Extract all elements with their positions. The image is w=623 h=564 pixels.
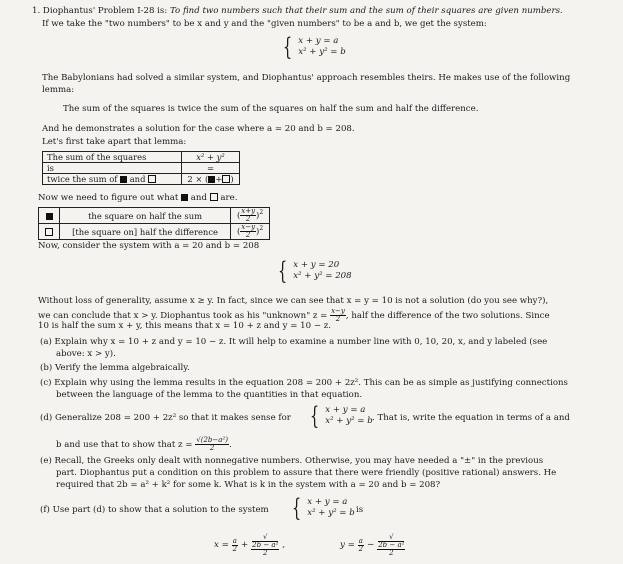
table-row <box>43 163 240 174</box>
fraction: $\frac{a}{2}$ <box>232 537 238 553</box>
item-e-line-1: (e) Recall, the Greeks only dealt with nonnegative numbers. Otherwise, you may have needed a "±" in the previous <box>40 456 544 466</box>
left-brace: { <box>310 402 320 430</box>
table-cell: the square on half the sum <box>60 208 231 224</box>
system-specific-eq2: x² + y² = 208 <box>293 271 352 281</box>
table-cell <box>39 208 60 224</box>
item-a-line-1: (a) Explain why x = 10 + z and y = 10 − z. It will help to examine a number line with 0, 10, 20, x, and y labeled (see <box>40 337 548 347</box>
item-a-line-2: above: x > y). <box>56 349 116 359</box>
item-c-line-2: between the language of the lemma to the quantities in that equation. <box>56 390 363 400</box>
system-f <box>289 496 355 520</box>
babylon-line-2: lemma: <box>42 85 75 95</box>
table-cell: = <box>182 163 240 174</box>
line-text: Now we need to figure out what <box>38 193 179 203</box>
line-text: (d) Generalize 208 = 200 + 2z² so that it makes sense for <box>40 413 291 423</box>
line-text: are. <box>220 193 238 203</box>
square-table <box>38 207 270 240</box>
table-cell: [the square on] half the difference <box>60 224 231 240</box>
table-row <box>43 174 240 185</box>
babylon-line-1: The Babylonians had solved a similar system, and Diophantus' approach resembles theirs. He makes use of the following <box>42 73 571 83</box>
fraction: $\frac{\text{√(2b−a²)}}{2}$ <box>196 436 228 452</box>
item-d-line-1b: . That is, write the equation in terms of a and <box>372 413 570 423</box>
item-d-line-2 <box>56 437 232 452</box>
fraction: √ 2b − a² 2 <box>378 533 405 557</box>
left-brace: { <box>292 494 302 522</box>
white-square-icon <box>45 228 53 236</box>
figure-out-line <box>38 193 237 204</box>
problem-heading <box>32 6 563 17</box>
lemma-table <box>42 151 240 185</box>
item-e-line-2: part. Diophantus put a condition on this problem to assure that there were friendly (positive rational) answers. He <box>56 468 557 478</box>
fraction: $\frac{a}{2}$ <box>358 537 364 553</box>
left-brace: { <box>283 33 293 61</box>
system-general-eq2: x² + y² = b <box>298 47 346 57</box>
cell-text: 2 × ( <box>187 174 209 184</box>
system-f-eq1: x + y = a <box>307 497 348 508</box>
item-c-line-1: (c) Explain why using the lemma results in the equation 208 = 200 + 2z². This can be as simple as justifying connections <box>40 378 568 388</box>
table-cell <box>39 224 60 240</box>
table-row <box>39 224 270 240</box>
item-f-is: is <box>356 505 364 515</box>
cell-text: and <box>129 174 146 184</box>
minus-sign: − <box>366 540 375 550</box>
table-row <box>43 152 240 163</box>
black-square-icon <box>46 213 53 220</box>
heading-statement: To find two numbers such that their sum and the sum of their squares are given numbers. <box>169 6 563 16</box>
fraction: $\frac{x-y}{2}$ <box>241 223 256 239</box>
lemma-statement: The sum of the squares is twice the sum of the squares on half the sum and half the difference. <box>63 104 479 114</box>
cell-text: ) <box>230 174 234 184</box>
table-cell: is <box>43 163 182 174</box>
white-square-icon <box>148 175 156 183</box>
fraction: √ 2b − a² 2 <box>252 533 279 557</box>
line-text: and <box>190 193 207 203</box>
cell-text: twice the sum of <box>47 174 118 184</box>
fraction: $\frac{x-y}{2}$ <box>331 307 345 323</box>
system-d <box>307 404 373 428</box>
line-text: , half the difference of the two solutions. Since <box>345 311 550 321</box>
table-cell <box>182 174 240 185</box>
fraction: $\frac{x+y}{2}$ <box>241 207 256 223</box>
comma: , <box>282 540 286 550</box>
black-square-icon <box>181 194 188 201</box>
item-d-line-1 <box>40 413 291 424</box>
system-specific <box>275 259 352 283</box>
solution-y <box>340 534 405 557</box>
table-cell: x² + y² <box>182 152 240 163</box>
line-text: we can conclude that x > y. Diophantus took as his "unknown" z = <box>38 311 328 321</box>
item-b: (b) Verify the lemma algebraically. <box>40 363 190 373</box>
item-f-line-1: (f) Use part (d) to show that a solution to the system <box>40 505 269 515</box>
white-square-icon <box>210 193 218 201</box>
black-square-icon <box>120 176 127 183</box>
system-general-eq1: x + y = a <box>298 36 339 47</box>
lemma-intro: Let's first take apart that lemma: <box>42 137 187 147</box>
solution-lhs: y = <box>340 540 355 550</box>
solution-x <box>214 534 285 557</box>
system-general <box>280 35 346 59</box>
demo-line: And he demonstrates a solution for the case where a = 20 and b = 208. <box>42 124 355 134</box>
system-specific-eq1: x + y = 20 <box>293 260 340 271</box>
line-text: . <box>228 440 232 450</box>
item-e-line-3: required that 2b = a² + k² for some k. What is k in the system with a = 20 and b = 208? <box>56 480 441 490</box>
system-f-eq2: x² + y² = b <box>307 508 355 518</box>
table-cell: The sum of the squares <box>43 152 182 163</box>
system-d-eq2: x² + y² = b <box>325 416 373 426</box>
line-text: b and use that to show that z = <box>56 440 193 450</box>
left-brace: { <box>278 257 288 285</box>
consider-line: Now, consider the system with a = 20 and b = 208 <box>38 241 260 251</box>
table-cell <box>43 174 182 185</box>
cell-text: + <box>215 174 223 184</box>
table-cell: ( $\frac{x+y}{2}$ )$^2$ <box>231 208 270 224</box>
para-line-3: 10 is half the sum x + y, this means that x = 10 + z and y = 10 − z. <box>38 321 332 331</box>
solution-lhs: x = <box>214 540 229 550</box>
heading-label: 1. Diophantus' Problem I-28 is: <box>32 6 168 16</box>
para-line-1: Without loss of generality, assume x ≥ y. In fact, since we can see that x = y = 10 is not a solution (do you see why?), <box>38 296 549 306</box>
plus-sign: + <box>240 540 249 550</box>
table-cell: ( $\frac{x-y}{2}$ )$^2$ <box>231 224 270 240</box>
setup-line: If we take the "two numbers" to be x and y and the "given numbers" to be a and b, we get the system: <box>42 19 487 29</box>
system-d-eq1: x + y = a <box>325 405 366 416</box>
table-row <box>39 208 270 224</box>
